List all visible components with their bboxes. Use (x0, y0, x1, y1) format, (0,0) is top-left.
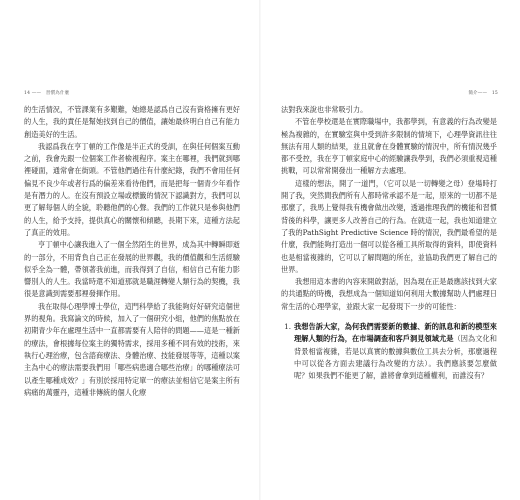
right-paragraph-4: 我想用這本書的內容來開啟對話，因為現在正是最應該找到大家的共通點的時機，我想成為一個知道如何利用大數據幫助人們處理日常生活的心理學家，並跟大家一起發現下一步的可能性： (281, 277, 497, 311)
left-paragraph-2: 我認爲我在亨丁頓的工作像是半正式的受訓，在與任何個案互動之前，我會先跟一位個案工作者檢視程序。案主在哪裡，我們就到哪裡碰面，通常會在街頭。不管他們過往有什麼紀錄，我們不會用任何偏見不良少年或者行爲的偏差來看待他們，而是把每一個青少年看作是有潛力的人。在沒有預設立場或標籤的情況下認識對方，我們可以更了解每個人的全貌，聆聽他們的心聲。我們的工作就只是參與他們的人生，給予支持，提供真心的關懷和傾聽，長期下來，這種方法起了真正的效用。 (24, 141, 240, 237)
list-item-text (294, 321, 497, 382)
left-paragraph-1: 的生活情況，不管課業有多艱難，她總是認爲自己沒有資格擁有更好的人生，我的責任是幫她找到自己的價值，讓她最終明白自己有能力創造美好的生活。 (24, 105, 240, 139)
list-item-number: 1. (284, 322, 291, 332)
right-running-header: 簡介—— 15 (468, 91, 498, 96)
left-running-header: 14 —— 習慣為什麼 (24, 91, 70, 96)
left-page-body (24, 104, 240, 399)
list-item-rest-text: （因為文化和背景相當複雜，若是以真實的數據與數位工具去分析，那麼過程中可以從各方面去建議行為改變的方法）。我們應該要怎麼做呢？如果我們不能更了解，誰將會拿到這種權利，而誰沒有？ (294, 334, 497, 381)
right-paragraph-1: 法對我來說也非常吸引力。 (281, 105, 368, 114)
right-paragraph-3: 這樣的想法，開了一道門，（它可以是一切轉變之母）登場時打開了我，突然間我們所有人都時常承認不是一起，原來的一切都不是那麼了，我馬上覺得我有機會做出改變，透過推理我們的機能和習慣背後的科學，讓更多人改善自己的行為。在就這一起，我也知道建立了我的PathSight Predictive Science 時的情況，我們最希望的是什麼，我們能夠打造出一個可以從各種工具所取得的資料，即使資料也是相當複雜的，它可以了解問題的所在，並協助我們更了解自己的世界。 (281, 178, 497, 274)
right-paragraph-2: 不管在學校還是在實際職場中，我都學到，有意義的行為改變是極為複雜的，在實驗室與中受到許多限制的情境下，心理學資訊往往無法有用人類的結果，並且就會在身體實驗的情況中，所有情況幾乎都不受控，我在亨丁頓家庭中心的經驗讓我學到，我們必須重視這種挑戰，可以常常開發出一種解方去處理。 (281, 117, 497, 176)
right-page-body (281, 104, 497, 383)
left-paragraph-4: 我在取得心理學博士學位，這門科學給了我能夠好好研究這個世界的視角。我寫論文的時候，加入了一個研究小組，他們的焦點放在初期青少年在處理生活中一直都需要有人陪伴的問題——這是一種新的療法，會根據每位案主的獨特需求，採用多種不同有效的技術，來執行心理治療，包含諮商療法、身體治療、技能發展等等，這種以案主為中心的療法需要我們用「哪些病患適合哪些治療」的哪種療法可以產生哪種成效？」有別於採用特定單一的療法並相信它是案主所有病痛的萬靈丹，這種非傳統的個人化療 (24, 301, 240, 397)
right-page (260, 0, 520, 500)
numbered-list (281, 321, 497, 382)
left-paragraph-3: 亨丁頓中心讓我進入了一個全然陌生的世界，成為其中轉瞬即逝的一部分，不用背負自己正在發展的世界觀，我的價值觀和生活經驗似乎全為一體，帶領著我前進，而我得到了自信，相信自己有能力影響別人的人生。我當時還不知道那就是職涯轉變人類行為的契機，我很是意識到需要那裡發揮作用。 (24, 240, 240, 299)
list-item (281, 321, 497, 382)
list-item-bold-text: 我想告訴大家，為何我們需要新的數據、新的訊息和新的模型來理解人類的行為，在市場調查和客戶洞見領域尤是 (294, 322, 497, 344)
